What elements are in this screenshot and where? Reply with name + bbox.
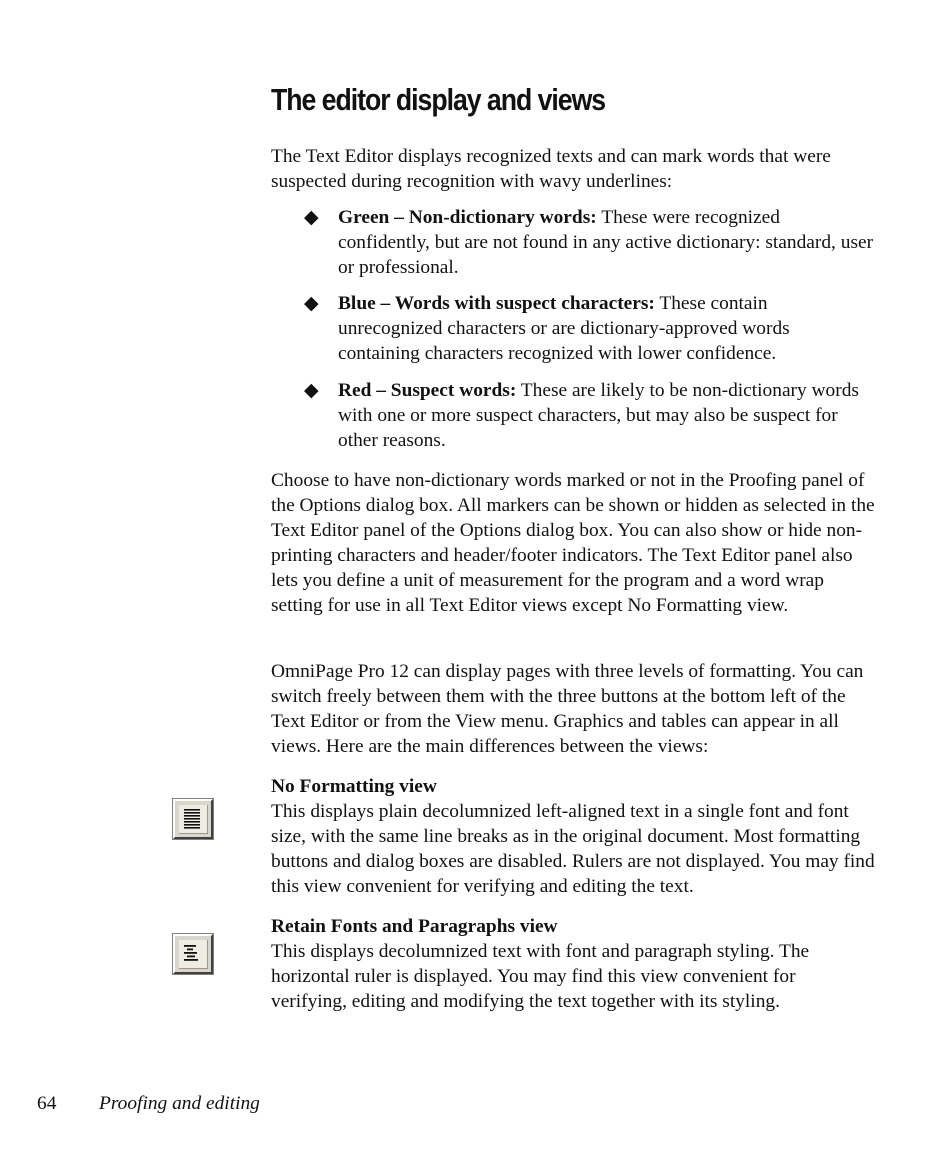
bullet-text (338, 378, 876, 453)
diamond-bullet-icon: ◆ (304, 207, 319, 228)
intro-paragraph: The Text Editor displays recognized texts and can mark words that were suspected during recognition with wavy underlines: (271, 146, 831, 192)
bullet-body: These are likely to be non-dictionary words with one or more suspect characters, but may also be suspect for other reasons. (338, 380, 859, 451)
bullet-text (338, 291, 876, 366)
bullet-body: These were recognized confidently, but are not found in any active dictionary: standard, user or professional. (338, 207, 874, 278)
section-heading: Retain Fonts and Paragraphs view (271, 916, 558, 937)
no-formatting-view-icon (173, 799, 213, 839)
retain-fonts-view-section (271, 914, 876, 1014)
bullet-heading: Red – Suspect words: (338, 380, 517, 401)
bullet-body: These contain unrecognized characters or are dictionary-approved words containing characters recognized with lower confidence. (338, 293, 790, 364)
diamond-bullet-icon: ◆ (304, 293, 319, 314)
section-heading: No Formatting view (271, 776, 437, 797)
running-footer-title: Proofing and editing (99, 1093, 260, 1114)
retain-fonts-paragraphs-view-icon (173, 934, 213, 974)
bullet-heading: Blue – Words with suspect characters: (338, 293, 655, 314)
bullet-green (304, 205, 876, 280)
bullet-text (338, 205, 876, 280)
formatting-levels-paragraph: OmniPage Pro 12 can display pages with three levels of formatting. You can switch freely between them with the three buttons at the bottom left of the Text Editor or from the View menu. Graphics and tables can appear in all views. Here are the main differences between the views: (271, 661, 864, 757)
page-heading: The editor display and views (271, 82, 606, 117)
page-number: 64 (37, 1093, 57, 1114)
options-paragraph: Choose to have non-dictionary words marked or not in the Proofing panel of the Options dialog box. All markers can be shown or hidden as selected in the Text Editor panel of the Options dialog box. You can also show or hide non-printing characters and header/footer indicators. The Text Editor panel also lets you define a unit of measurement for the program and a word wrap setting for use in all Text Editor views except No Formatting view. (271, 470, 875, 616)
section-body: This displays decolumnized text with font and paragraph styling. The horizontal ruler is displayed. You may find this view convenient for verifying, editing and modifying the text together with its styling. (271, 941, 810, 1012)
no-formatting-view-section (271, 774, 876, 899)
bullet-blue (304, 291, 876, 366)
section-body: This displays plain decolumnized left-aligned text in a single font and font size, with the same line breaks as in the original document. Most formatting buttons and dialog boxes are disabled. Rulers are not displayed. You may find this view convenient for verifying and editing the text. (271, 801, 875, 897)
bullet-red (304, 378, 876, 453)
diamond-bullet-icon: ◆ (304, 380, 319, 401)
bullet-heading: Green – Non-dictionary words: (338, 207, 597, 228)
